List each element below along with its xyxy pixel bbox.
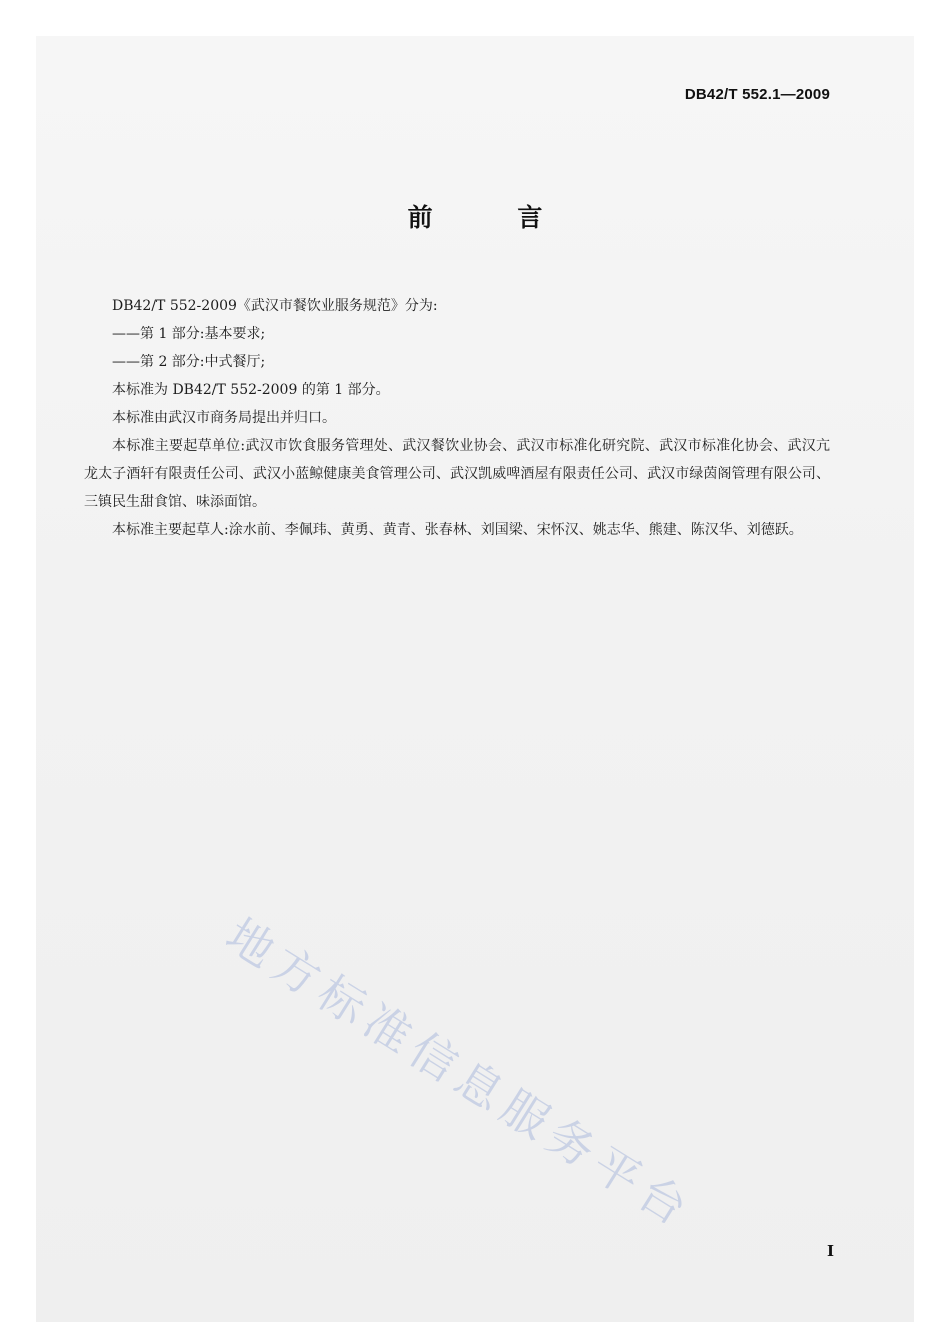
- paragraph-part-1: ——第 1 部分:基本要求;: [112, 326, 266, 342]
- paragraph-part-2: ——第 2 部分:中式餐厅;: [112, 354, 266, 370]
- paragraph-drafting-units: 本标准主要起草单位:武汉市饮食服务管理处、武汉餐饮业协会、武汉市标准化研究院、武汉市标准化协会、武汉亢龙太子酒轩有限责任公司、武汉小蓝鲸健康美食管理公司、武汉凯威啤酒屋有限责任公司、武汉市绿茵阁管理有限公司、三镇民生甜食馆、味添面馆。: [84, 438, 830, 510]
- page-title: 前 言: [407, 203, 581, 232]
- paragraph-scope: 本标准为 DB42/T 552-2009 的第 1 部分。: [112, 382, 390, 398]
- page-number: I: [826, 1242, 834, 1260]
- watermark-text: 地方标准信息服务平台: [216, 907, 704, 1240]
- foreword-body: [84, 292, 830, 544]
- paragraph-drafters: 本标准主要起草人:涂水前、李佩玮、黄勇、黄青、张春林、刘国梁、宋怀汉、姚志华、熊建、陈汉华、刘德跃。: [112, 522, 803, 538]
- paragraph-proposer: 本标准由武汉市商务局提出并归口。: [112, 410, 336, 426]
- paragraph-intro: DB42/T 552-2009《武汉市餐饮业服务规范》分为:: [112, 298, 438, 314]
- document-number: DB42/T 552.1—2009: [684, 86, 830, 103]
